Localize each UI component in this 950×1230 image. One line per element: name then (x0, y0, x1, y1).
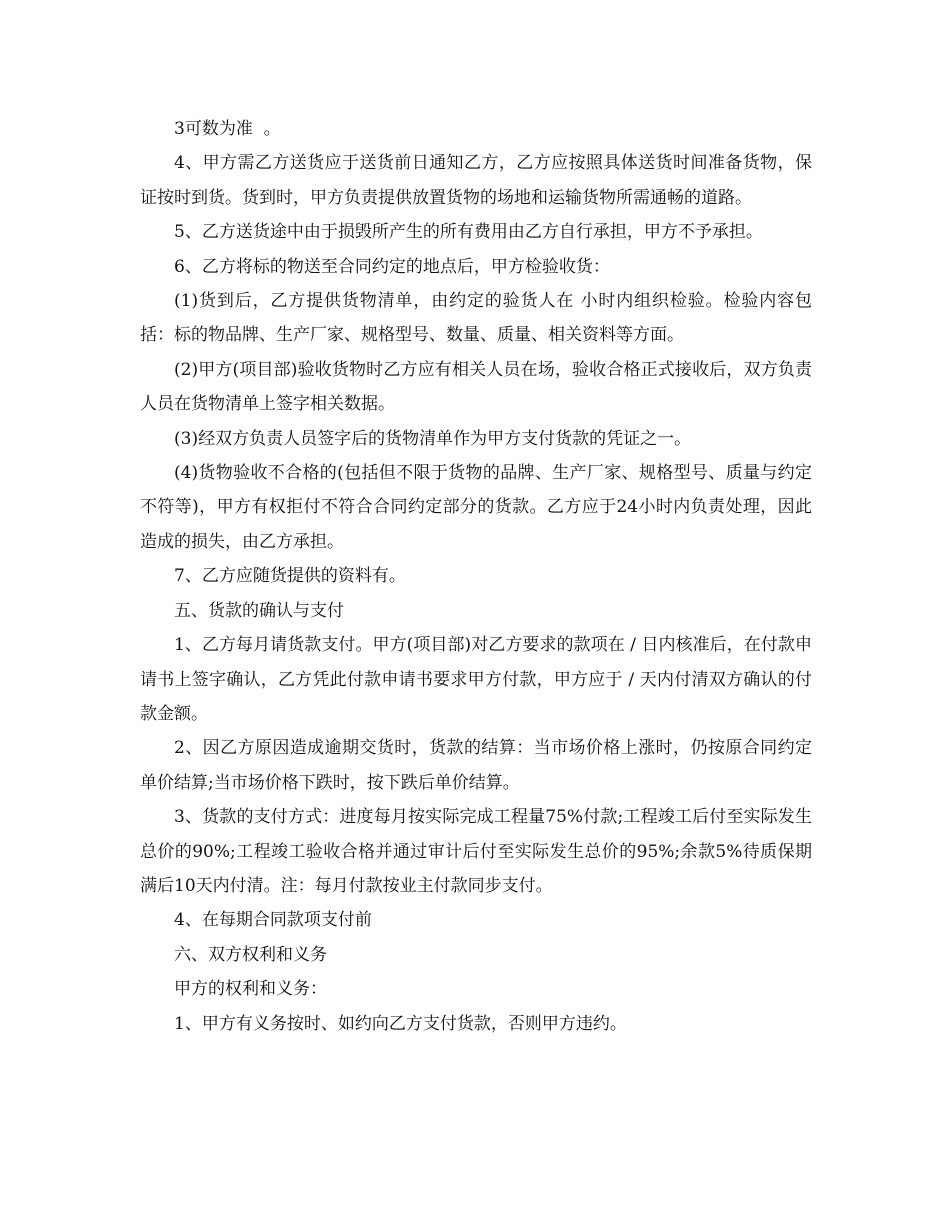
paragraph-inspection-item-4: (4)货物验收不合格的(包括但不限于货物的品牌、生产厂家、规格型号、质量与约定不符等)，甲方有权拒付不符合合同约定部分的货款。乙方应于24小时内负责处理，因此造成的损失，由乙方承担。 (140, 463, 812, 552)
paragraph-inspection-item-1: (1)货到后，乙方提供货物清单，由约定的验货人在 小时内组织检验。检验内容包括：标的物品牌、生产厂家、规格型号、数量、质量、相关资料等方面。 (140, 291, 812, 346)
paragraph-inspection-item-3: (3)经双方负责人员签字后的货物清单作为甲方支付货款的凭证之一。 (174, 428, 692, 449)
section-heading-payment: 五、货款的确认与支付 (174, 600, 344, 621)
paragraph-payment-3-method: 3、货款的支付方式：进度每月按实际完成工程量75%付款;工程竣工后付至实际发生总价的90%;工程竣工验收合格并通过审计后付至实际发生总价的95%;余款5%待质保期满后10天内付清。注：每月付款按业主付款同步支付。 (140, 807, 812, 896)
paragraph-payment-2-settlement: 2、因乙方原因造成逾期交货时，货款的结算：当市场价格上涨时，仍按原合同约定单价结算;当市场价格下跌时，按下跌后单价结算。 (140, 738, 812, 793)
paragraph-inspection-item-2: (2)甲方(项目部)验收货物时乙方应有相关人员在场，验收合格正式接收后，双方负责人员在货物清单上签字相关数据。 (140, 359, 812, 415)
paragraph-clause-5-transport-damage: 5、乙方送货途中由于损毁所产生的所有费用由乙方自行承担，甲方不予承担。 (174, 222, 763, 243)
paragraph-party-a-obligation-1: 1、甲方有义务按时、如约向乙方支付货款，否则甲方违约。 (174, 1013, 627, 1034)
paragraph-delivery-quantity: 3可数为准 。 (174, 119, 281, 139)
paragraph-clause-4-delivery-notice: 4、甲方需乙方送货应于送货前日通知乙方，乙方应按照具体送货时间准备货物，保证按时到货。货到时，甲方负责提供放置货物的场地和运输货物所需通畅的道路。 (140, 153, 812, 208)
paragraph-payment-1-request: 1、乙方每月请货款支付。甲方(项目部)对乙方要求的款项在 / 日内核准后，在付款申请书上签字确认，乙方凭此付款申请书要求甲方付款，甲方应于 / 天内付清双方确认的付款金额。 (140, 635, 812, 724)
paragraph-clause-6-inspection: 6、乙方将标的物送至合同约定的地点后，甲方检验收货： (174, 256, 610, 277)
paragraph-clause-7-documents: 7、乙方应随货提供的资料有。 (174, 566, 406, 587)
paragraph-payment-4-before-payment: 4、在每期合同款项支付前 (174, 910, 372, 931)
section-heading-rights-obligations: 六、双方权利和义务 (174, 944, 327, 965)
document-body (140, 112, 812, 1041)
subheading-party-a-rights: 甲方的权利和义务： (174, 979, 327, 1000)
